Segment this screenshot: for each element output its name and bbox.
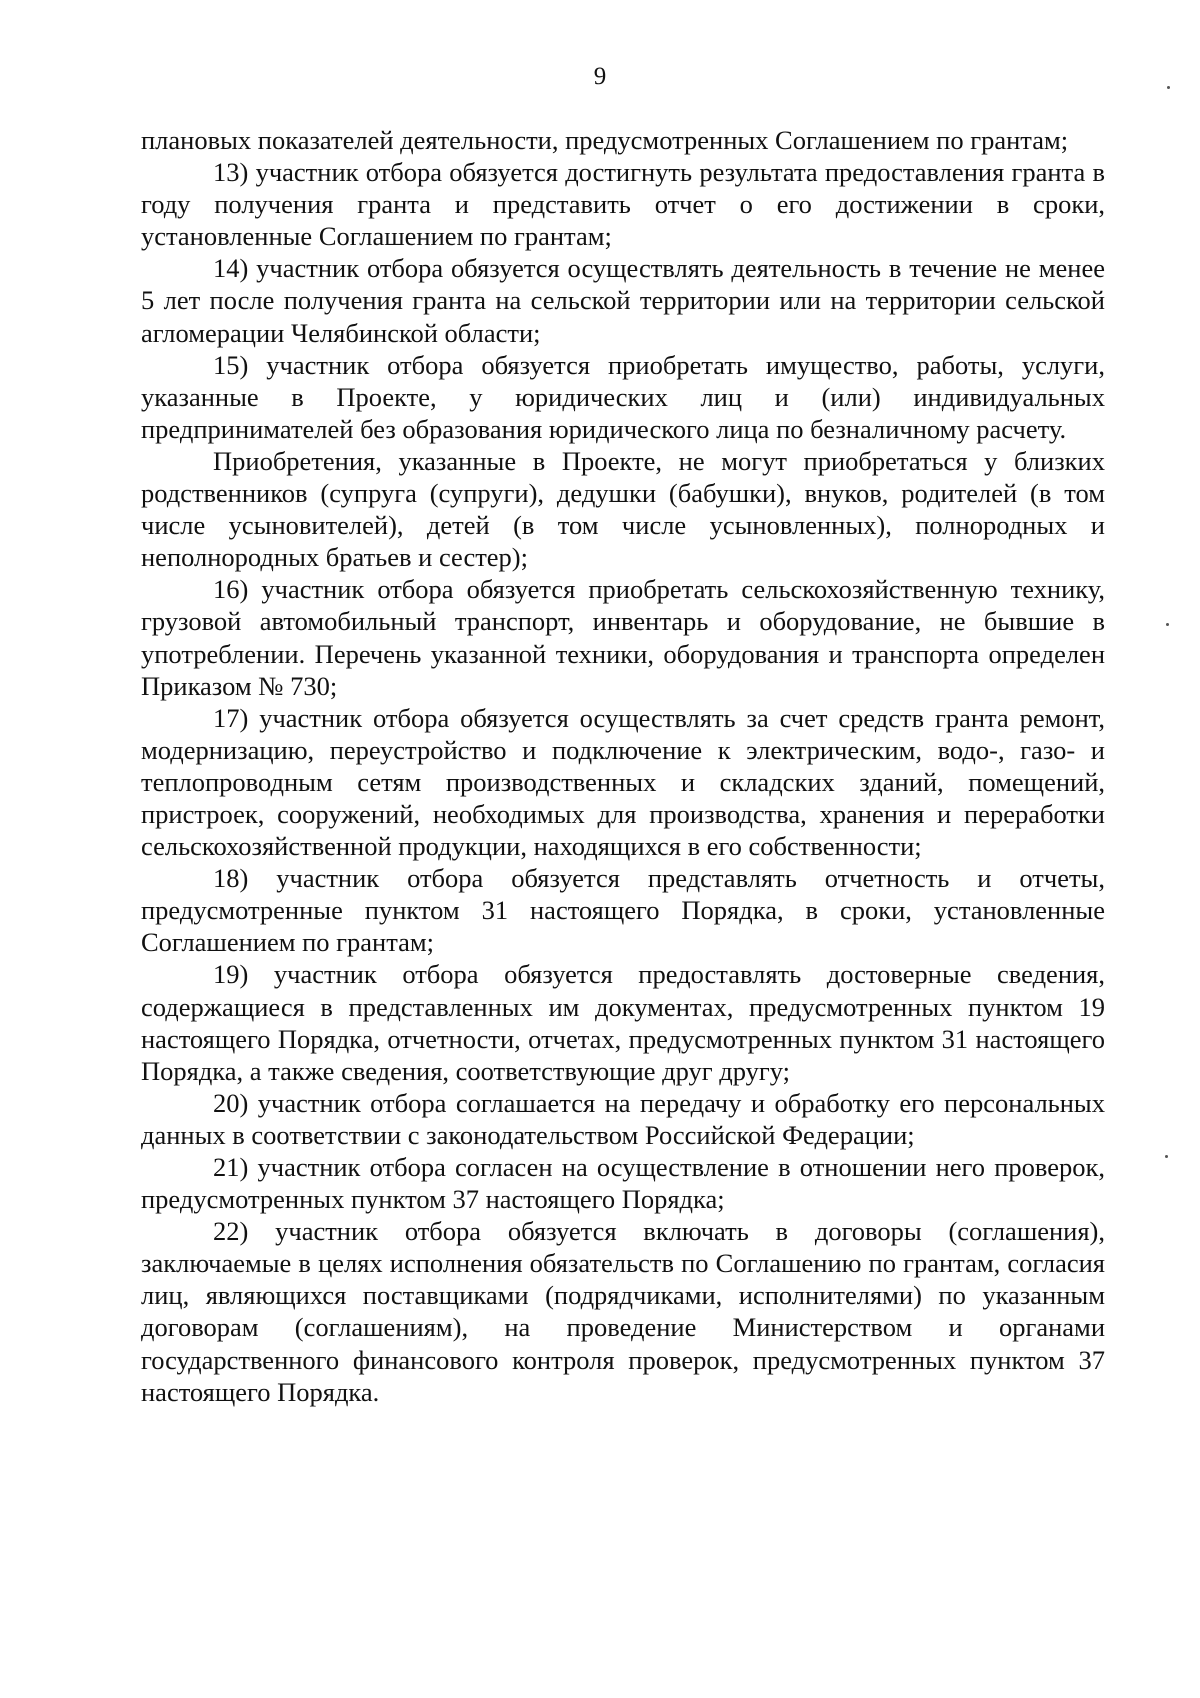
paragraph-item-19: 19) участник отбора обязуется предоставлять достоверные сведения, содержащиеся в представленных им документах, предусмотренных пунктом 19 настоящего Порядка, отчетности, отчетах, предусмотренных пунктом 31 настоящего Порядка, а также сведения, соответствующие друг другу;: [141, 959, 1105, 1086]
paragraph-item-14: 14) участник отбора обязуется осуществлять деятельность в течение не менее 5 лет после получения гранта на сельской территории или на территории сельской агломерации Челябинской области;: [141, 253, 1105, 348]
paragraph-item-22: 22) участник отбора обязуется включать в договоры (соглашения), заключаемые в целях исполнения обязательств по Соглашению по грантам, согласия лиц, являющихся поставщиками (подрядчиками, исполнителями) по указанным договорам (соглашениям), на проведение Министерством и органами государственного финансового контроля проверок, предусмотренных пунктом 37 настоящего Порядка.: [141, 1216, 1105, 1407]
paragraph-item-15: 15) участник отбора обязуется приобретать имущество, работы, услуги, указанные в Проекте, у юридических лиц и (или) индивидуальных предпринимателей без образования юридического лица по безналичному расчету.: [141, 349, 1105, 444]
paragraph-item-13: 13) участник отбора обязуется достигнуть результата предоставления гранта в году получения гранта и представить отчет о его достижении в сроки, установленные Соглашением по грантам;: [141, 157, 1105, 252]
document-body: [141, 124, 1105, 1408]
paragraph-item-17: 17) участник отбора обязуется осуществлять за счет средств гранта ремонт, модернизацию, переустройство и подключение к электрическим, водо-, газо- и теплопроводным сетям производственных и складских зданий, помещений, пристроек, сооружений, необходимых для производства, хранения и переработки сельскохозяйственной продукции, находящихся в его собственности;: [141, 702, 1105, 862]
paragraph-acquisitions-note: Приобретения, указанные в Проекте, не могут приобретаться у близких родственников (супруга (супруги), дедушки (бабушки), внуков, родителей (в том числе усыновителей), детей (в том числе усыновленных), полнородных и неполнородных братьев и сестер);: [141, 445, 1105, 573]
paragraph-item-21: 21) участник отбора согласен на осуществление в отношении него проверок, предусмотренных пунктом 37 настоящего Порядка;: [141, 1152, 1105, 1215]
page-number: 9: [593, 63, 607, 90]
scan-speck: [1165, 1155, 1168, 1158]
paragraph-item-18: 18) участник отбора обязуется представлять отчетность и отчеты, предусмотренные пунктом 31 настоящего Порядка, в сроки, установленные Соглашением по грантам;: [141, 863, 1105, 958]
paragraph-continuation: плановых показателей деятельности, предусмотренных Соглашением по грантам;: [141, 125, 1069, 155]
scan-speck: [1166, 623, 1169, 626]
paragraph-item-16: 16) участник отбора обязуется приобретать сельскохозяйственную технику, грузовой автомобильный транспорт, инвентарь и оборудование, не бывшие в употреблении. Перечень указанной техники, оборудования и транспорта определен Приказом № 730;: [141, 574, 1105, 701]
paragraph-item-20: 20) участник отбора соглашается на передачу и обработку его персональных данных в соответствии с законодательством Российской Федерации;: [141, 1087, 1105, 1150]
scan-speck: [1167, 86, 1170, 89]
